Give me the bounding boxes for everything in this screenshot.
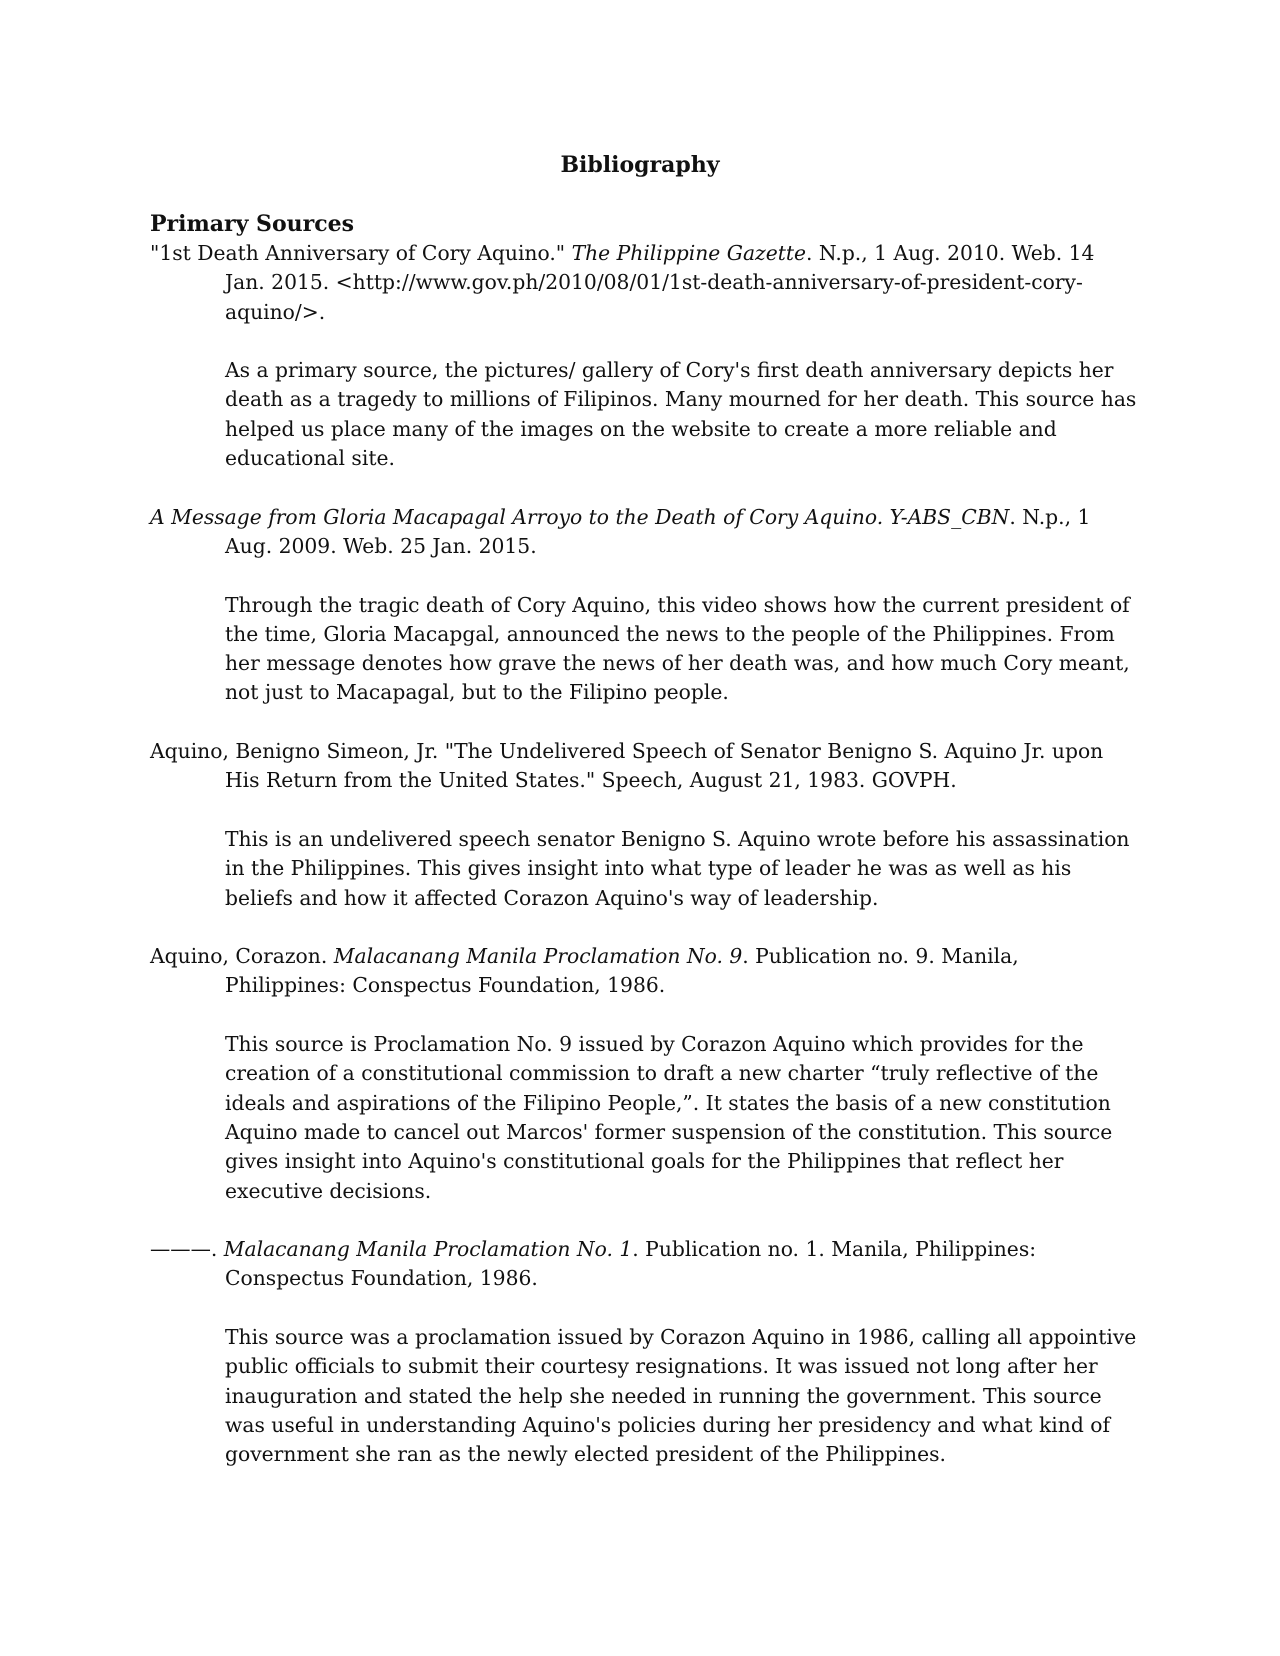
citation-text: Aquino, Corazon. (150, 944, 334, 969)
section-heading: Primary Sources (150, 211, 354, 237)
bibliography-entry (150, 1235, 1140, 1469)
citation-text: . N.p., 1 Aug. 2009. Web. 25 Jan. 2015. (225, 504, 1091, 558)
citation-text: "1st Death Anniversary of Cory Aquino." (150, 241, 572, 265)
citation-italic-title: A Message from Gloria Macapagal Arroyo to the Death of Cory Aquino. Y-ABS_CBN (150, 504, 1010, 529)
annotation: This is an undelivered speech senator Benigno S. Aquino wrote before his assassination in the Philippines. This gives insight into what type of leader he was as well as his beliefs and how it affected Corazon Aquino's way of leadership. (225, 826, 1130, 910)
page-title: Bibliography (560, 152, 720, 178)
annotation: This source is Proclamation No. 9 issued by Corazon Aquino which provides for the creation of a constitutional commission to draft a new charter “truly reflective of the ideals and aspirations of the Filipino People,”. It states the basis of a new constitution Aquino made to cancel out Marcos' former suspension of the constitution. This source gives insight into Aquino's constitutional goals for the Philippines that reflect her executive decisions. (225, 1032, 1113, 1203)
bibliography-entry (150, 737, 1140, 913)
bibliography-list (150, 239, 1140, 1469)
citation-italic-title: The Philippine Gazette (571, 241, 807, 265)
citation (150, 942, 1140, 1001)
annotation: As a primary source, the pictures/ gallery of Cory's first death anniversary depicts her death as a tragedy to millions of Filipinos. Many mourned for her death. This source has helped us place many of the images on the website to create a more reliable and educational site. (225, 358, 1137, 471)
citation (150, 737, 1140, 796)
citation (150, 503, 1140, 562)
citation (150, 239, 1140, 327)
citation (150, 1235, 1140, 1294)
bibliography-entry (150, 503, 1140, 708)
bibliography-entry (150, 942, 1140, 1206)
citation-text: Aquino, Benigno Simeon, Jr. "The Undelivered Speech of Senator Benigno S. Aquino Jr. upon His Return from the United States." Speech, August 21, 1983. GOVPH. (150, 739, 1104, 793)
citation-text: ———. (150, 1237, 224, 1262)
citation-italic-title: Malacanang Manila Proclamation No. 1 (223, 1237, 633, 1262)
citation-text: . N.p., 1 Aug. 2010. Web. 14 Jan. 2015. <http://www.gov.ph/2010/08/01/1st-death-anniversary-of-president-cory-aquino/>. (225, 241, 1095, 324)
citation-text: . Publication no. 9. Manila, Philippines: Conspectus Foundation, 1986. (225, 944, 1019, 998)
annotation: Through the tragic death of Cory Aquino, this video shows how the current president of the time, Gloria Macapgal, announced the news to the people of the Philippines. From her message denotes how grave the news of her death was, and how much Cory meant, not just to Macapagal, but to the Filipino people. (225, 592, 1130, 705)
citation-text: . Publication no. 1. Manila, Philippines: Conspectus Foundation, 1986. (225, 1237, 1037, 1291)
citation-italic-title: Malacanang Manila Proclamation No. 9 (333, 944, 743, 969)
bibliography-entry (150, 239, 1140, 473)
annotation: This source was a proclamation issued by Corazon Aquino in 1986, calling all appointive public officials to submit their courtesy resignations. It was issued not long after her inauguration and stated the help she needed in running the government. This source was useful in understanding Aquino's policies during her presidency and what kind of government she ran as the newly elected president of the Philippines. (225, 1324, 1137, 1467)
